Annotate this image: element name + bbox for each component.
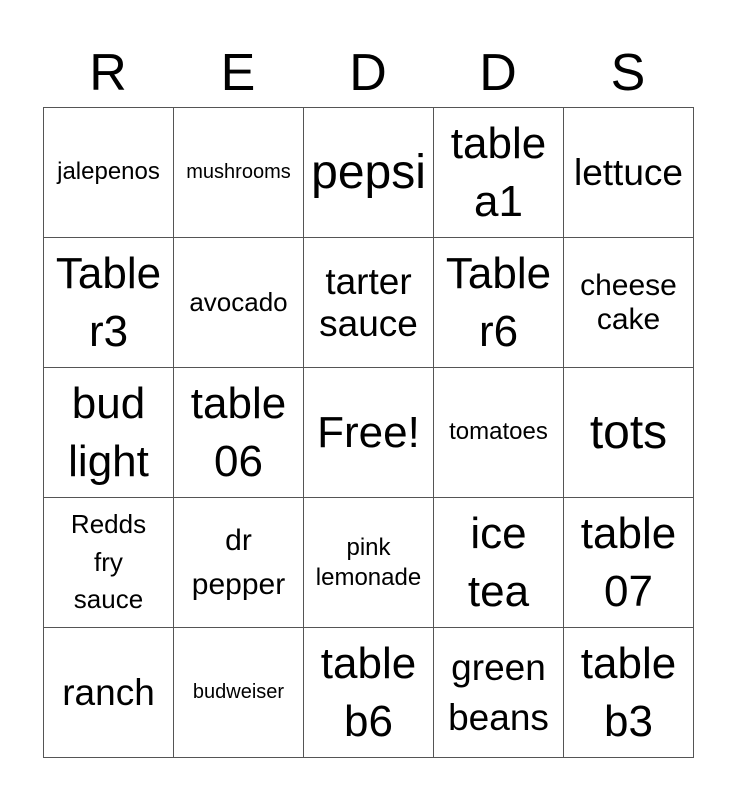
bingo-cell bbox=[304, 498, 434, 628]
header-letter-r: R bbox=[89, 44, 127, 102]
bingo-cell bbox=[564, 368, 694, 498]
header-letter-d: D bbox=[349, 44, 387, 102]
cell-text: ice tea bbox=[467, 509, 530, 616]
cell-text: pink lemonade bbox=[315, 533, 422, 591]
cell-text: Table r3 bbox=[55, 249, 162, 356]
bingo-cell bbox=[564, 238, 694, 368]
bingo-cell bbox=[564, 108, 694, 238]
cell-text: dr pepper bbox=[191, 524, 286, 601]
bingo-cell bbox=[304, 238, 434, 368]
header-letter-e: E bbox=[220, 44, 256, 102]
cell-text: ranch bbox=[62, 671, 155, 713]
cell-text: table a1 bbox=[450, 119, 547, 226]
cell-text: tomatoes bbox=[449, 418, 548, 446]
bingo-cell bbox=[434, 368, 564, 498]
bingo-cell bbox=[434, 108, 564, 238]
cell-text: cheese cake bbox=[580, 268, 677, 336]
cell-text: table b3 bbox=[580, 639, 677, 746]
bingo-cell bbox=[44, 238, 174, 368]
bingo-cell bbox=[44, 628, 174, 758]
cell-text: green beans bbox=[448, 646, 549, 738]
cell-text: jalepenos bbox=[57, 158, 160, 186]
cell-text: Free! bbox=[317, 407, 420, 457]
bingo-cell bbox=[564, 498, 694, 628]
cell-text: table 07 bbox=[580, 509, 677, 616]
bingo-board bbox=[43, 107, 694, 758]
bingo-cell bbox=[304, 108, 434, 238]
bingo-cell bbox=[174, 498, 304, 628]
bingo-cell bbox=[434, 628, 564, 758]
header-letter-s: S bbox=[610, 44, 646, 102]
bingo-cell bbox=[564, 628, 694, 758]
cell-text: tots bbox=[589, 405, 668, 459]
bingo-header bbox=[43, 38, 694, 108]
bingo-cell bbox=[44, 498, 174, 628]
cell-text: tarter sauce bbox=[319, 261, 418, 344]
bingo-cell bbox=[304, 368, 434, 498]
cell-text: lettuce bbox=[573, 151, 683, 193]
header-letter-d-2: D bbox=[479, 44, 517, 102]
bingo-cell bbox=[434, 498, 564, 628]
cell-text: avocado bbox=[189, 286, 288, 317]
bingo-cell bbox=[174, 628, 304, 758]
bingo-cell bbox=[174, 108, 304, 238]
cell-text: pepsi bbox=[311, 145, 426, 199]
cell-text: Table r6 bbox=[445, 249, 552, 356]
bingo-cell bbox=[44, 108, 174, 238]
bingo-cell bbox=[44, 368, 174, 498]
cell-text: Redds fry sauce bbox=[70, 508, 147, 615]
cell-text: budweiser bbox=[192, 681, 285, 704]
bingo-cell bbox=[434, 238, 564, 368]
bingo-cell bbox=[174, 238, 304, 368]
cell-text: bud light bbox=[68, 379, 149, 486]
cell-text: table 06 bbox=[190, 379, 287, 486]
cell-text: mushrooms bbox=[186, 161, 291, 184]
bingo-cell bbox=[304, 628, 434, 758]
cell-text: table b6 bbox=[320, 639, 417, 746]
bingo-cell bbox=[174, 368, 304, 498]
